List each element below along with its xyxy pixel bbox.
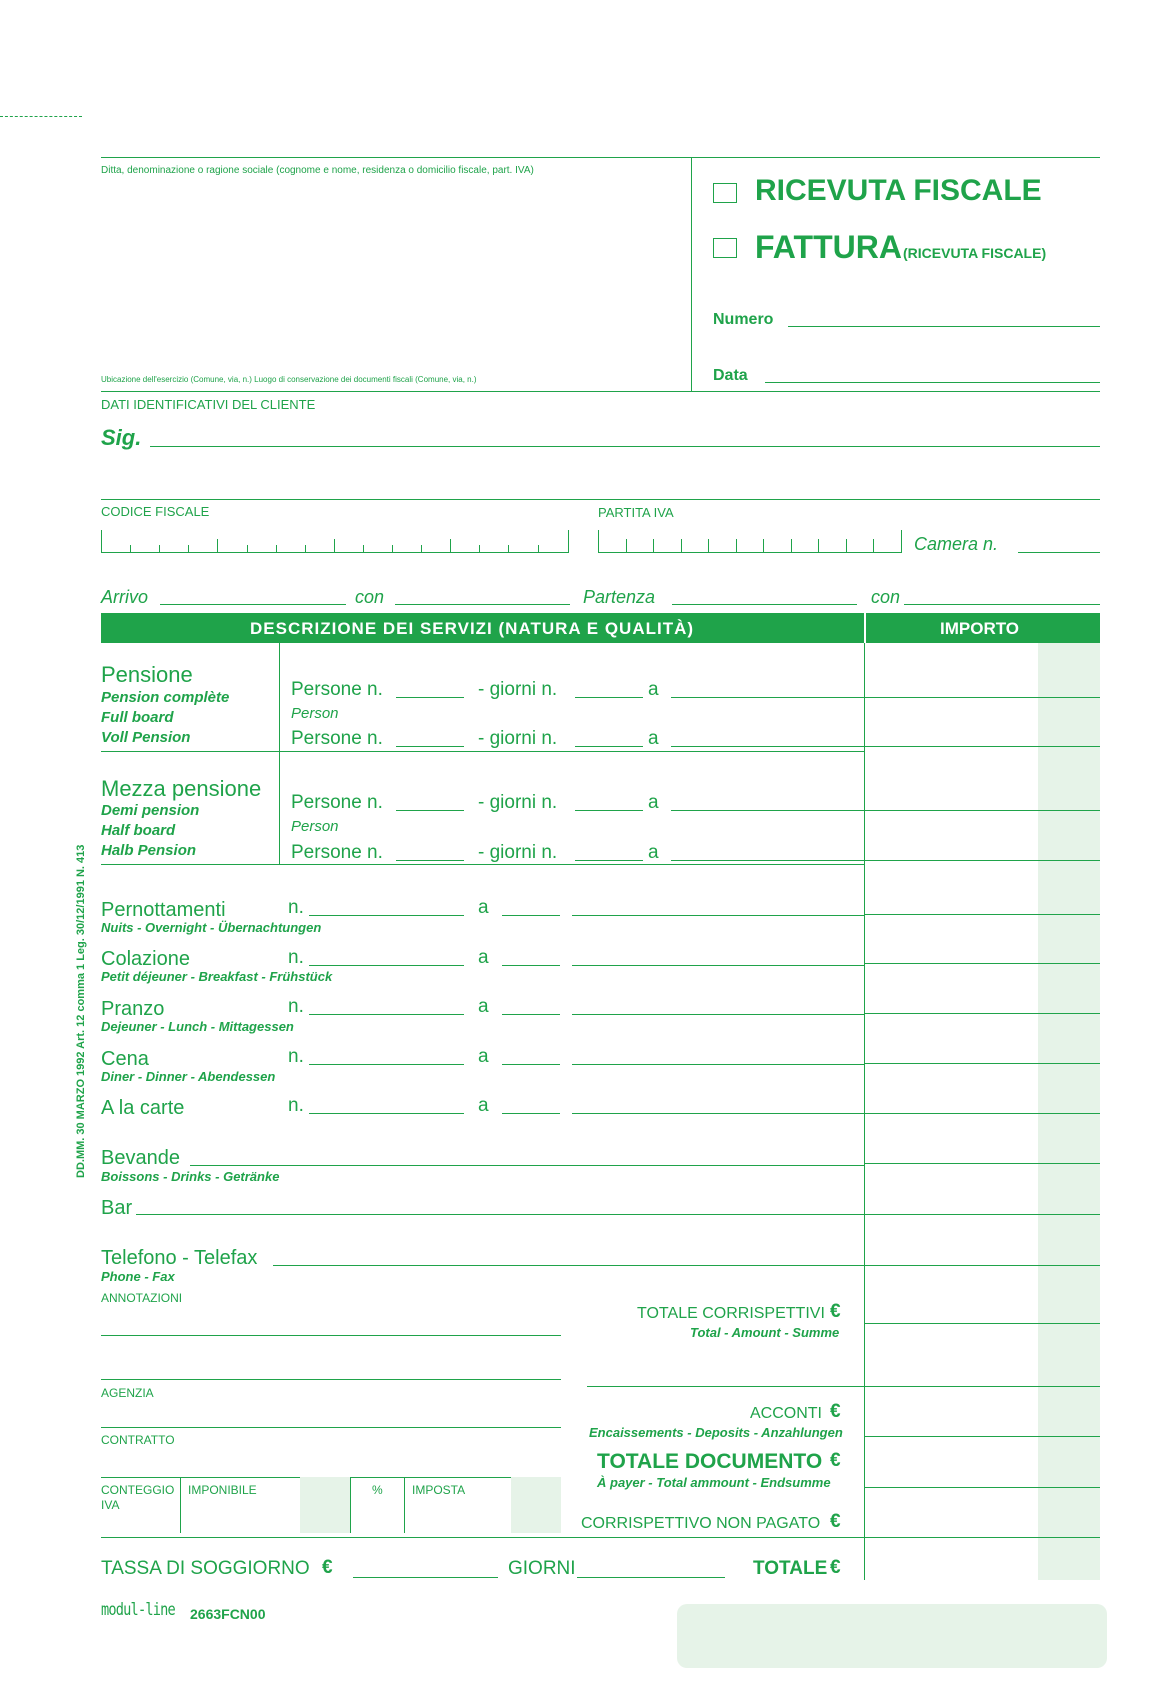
- importo-row-line[interactable]: [864, 1537, 1100, 1538]
- codice-fiscale-tick: [188, 545, 189, 553]
- importo-row-line[interactable]: [864, 1323, 1100, 1324]
- a-field-3[interactable]: [671, 810, 864, 811]
- giorni-field-3[interactable]: [575, 810, 643, 811]
- tassa-field[interactable]: [353, 1577, 498, 1578]
- meal-n-label: n.: [288, 1095, 304, 1116]
- meal-n-label: n.: [288, 897, 304, 918]
- a-label-2: a: [648, 728, 659, 749]
- importo-row-line[interactable]: [864, 810, 1100, 811]
- header-bottom-line: [101, 391, 1100, 392]
- importo-row-line[interactable]: [864, 860, 1100, 861]
- meal-a-field[interactable]: [502, 1014, 560, 1015]
- mezza-title: Mezza pensione: [101, 776, 262, 801]
- cliente-divider: [101, 499, 1100, 500]
- importo-row-line[interactable]: [864, 1163, 1100, 1164]
- euro-sign-5: €: [322, 1557, 333, 1578]
- ricevuta-title: RICEVUTA FISCALE: [755, 174, 1042, 207]
- partita-iva-tick: [818, 539, 819, 553]
- conteggio-col-3: [404, 1477, 405, 1533]
- importo-row-line[interactable]: [864, 1214, 1100, 1215]
- colazione-sub: Petit déjeuner - Breakfast - Frühstück: [101, 969, 333, 984]
- importo-shade-column: [1038, 643, 1100, 1580]
- conteggio-col-2: [350, 1477, 351, 1533]
- pensione-divider: [279, 643, 280, 864]
- header-divider: [691, 157, 692, 391]
- cliente-title: DATI IDENTIFICATIVI DEL CLIENTE: [101, 397, 316, 412]
- a-label-4: a: [648, 842, 659, 863]
- codice-fiscale-tick: [130, 545, 131, 553]
- persone-field-3[interactable]: [396, 810, 464, 811]
- meal-a-label: a: [478, 947, 489, 968]
- totale-corrispettivi-label: TOTALE CORRISPETTIVI: [637, 1305, 825, 1322]
- giorni-label-4: - giorni n.: [478, 842, 558, 863]
- partita-iva-label: PARTITA IVA: [598, 505, 674, 520]
- importo-row-line[interactable]: [864, 963, 1100, 964]
- meal-a-label: a: [478, 897, 489, 918]
- meal-n-field[interactable]: [309, 1113, 464, 1114]
- persone-label-2: Persone n.: [291, 728, 383, 749]
- codice-fiscale-tick: [334, 539, 335, 553]
- sig-label: Sig.: [101, 425, 142, 450]
- codice-fiscale-field[interactable]: [101, 530, 569, 553]
- pensione-bottom-line: [101, 751, 864, 752]
- meal-a-field[interactable]: [502, 915, 560, 916]
- partita-iva-tick: [873, 539, 874, 553]
- cena-title: Cena: [101, 1048, 149, 1070]
- totale-label: TOTALE: [753, 1558, 828, 1579]
- iva-label: IVA: [101, 1498, 120, 1512]
- partita-iva-tick: [626, 539, 627, 553]
- agenzia-label: AGENZIA: [101, 1386, 154, 1400]
- partita-iva-tick: [763, 539, 764, 553]
- a-field-4[interactable]: [671, 860, 864, 861]
- non-pagato-label: CORRISPETTIVO NON PAGATO: [581, 1515, 821, 1532]
- bevande-field[interactable]: [190, 1165, 864, 1166]
- importo-row-line[interactable]: [864, 746, 1100, 747]
- a-field-1[interactable]: [671, 697, 864, 698]
- pensione-line-1: Pension complète: [101, 689, 230, 706]
- mezza-line-1: Demi pension: [101, 802, 200, 819]
- totale-corrispettivi-line: [587, 1386, 864, 1387]
- persone-label-3: Persone n.: [291, 792, 383, 813]
- colazione-title: Colazione: [101, 948, 190, 970]
- meal-n-field[interactable]: [309, 1064, 464, 1065]
- importo-row-line[interactable]: [864, 1265, 1100, 1266]
- meal-a-label: a: [478, 1046, 489, 1067]
- partita-iva-tick: [736, 539, 737, 553]
- meal-a-field[interactable]: [502, 1064, 560, 1065]
- giorni-footer-label: GIORNI: [508, 1558, 576, 1579]
- con-field-2[interactable]: [904, 604, 1100, 605]
- giorni-field-2[interactable]: [575, 746, 643, 747]
- pensione-line-3: Voll Pension: [101, 729, 191, 746]
- meal-a-field[interactable]: [502, 965, 560, 966]
- annotazioni-field-1[interactable]: [101, 1335, 561, 1336]
- conteggio-col-1: [180, 1477, 181, 1533]
- ditta-label: Ditta, denominazione o ragione sociale (cognome e nome, residenza o domicilio fiscale, part. IVA): [101, 165, 534, 176]
- partenza-label: Partenza: [583, 587, 656, 607]
- meal-n-field[interactable]: [309, 965, 464, 966]
- codice-fiscale-tick: [217, 539, 218, 553]
- fattura-checkbox[interactable]: [713, 238, 737, 258]
- header-top-line: [101, 157, 1100, 158]
- contratto-label: CONTRATTO: [101, 1433, 175, 1447]
- con-field-1[interactable]: [395, 604, 570, 605]
- camera-label: Camera n.: [914, 534, 999, 554]
- importo-row-line[interactable]: [864, 1386, 1100, 1387]
- meal-n-field[interactable]: [309, 1014, 464, 1015]
- numero-field[interactable]: [788, 326, 1100, 327]
- totale-documento-label: TOTALE DOCUMENTO: [597, 1450, 823, 1473]
- partita-iva-field[interactable]: [598, 530, 902, 553]
- bar-label: Bar: [101, 1197, 133, 1219]
- imposta-label: IMPOSTA: [412, 1483, 466, 1497]
- giorni-label-3: - giorni n.: [478, 792, 558, 813]
- codice-fiscale-tick: [479, 545, 480, 553]
- codice-fiscale-label: CODICE FISCALE: [101, 504, 210, 519]
- importo-row-line[interactable]: [864, 697, 1100, 698]
- bevande-title: Bevande: [101, 1147, 180, 1169]
- camera-field[interactable]: [1018, 552, 1100, 553]
- meal-n-label: n.: [288, 947, 304, 968]
- percent-label: %: [372, 1483, 383, 1497]
- partita-iva-tick: [681, 539, 682, 553]
- giorni-field-4[interactable]: [575, 860, 643, 861]
- codice-fiscale-tick: [276, 545, 277, 553]
- annotazioni-label: ANNOTAZIONI: [101, 1291, 183, 1305]
- pensione-title: Pensione: [101, 662, 193, 687]
- meal-amount-field[interactable]: [572, 1014, 864, 1015]
- euro-sign-2: €: [830, 1401, 841, 1422]
- partita-iva-tick: [653, 539, 654, 553]
- annotazioni-field-2[interactable]: [101, 1379, 561, 1380]
- legal-reference: DD.MM. 30 MARZO 1992 Art. 12 comma 1 Leg. 30/12/1991 N. 413: [75, 844, 87, 1178]
- a-label-3: a: [648, 792, 659, 813]
- codice-fiscale-tick: [421, 545, 422, 553]
- acconti-sub: Encaissements - Deposits - Anzahlungen: [589, 1425, 843, 1440]
- meal-n-label: n.: [288, 996, 304, 1017]
- agenzia-field[interactable]: [101, 1427, 561, 1428]
- alacarte-title: A la carte: [101, 1097, 185, 1119]
- persone-label-1: Persone n.: [291, 679, 383, 700]
- fattura-subtitle: (RICEVUTA FISCALE): [903, 245, 1047, 261]
- imposta-shade: [511, 1477, 561, 1533]
- giorni-footer-field[interactable]: [577, 1577, 725, 1578]
- brand-logo: modul-line: [101, 1600, 175, 1620]
- importo-row-line[interactable]: [864, 1013, 1100, 1014]
- partita-iva-tick: [708, 539, 709, 553]
- partita-iva-tick: [846, 539, 847, 553]
- persone-field-1[interactable]: [396, 697, 464, 698]
- meal-amount-field[interactable]: [572, 1113, 864, 1114]
- cut-mark: [0, 116, 82, 117]
- arrivo-label: Arrivo: [101, 587, 149, 607]
- codice-fiscale-tick: [450, 539, 451, 553]
- persone-field-2[interactable]: [396, 746, 464, 747]
- pernottamenti-sub: Nuits - Overnight - Übernachtungen: [101, 920, 322, 935]
- desc-header: DESCRIZIONE DEI SERVIZI (NATURA E QUALITÀ): [250, 619, 695, 638]
- a-label-1: a: [648, 679, 659, 700]
- telefono-field[interactable]: [273, 1265, 864, 1266]
- euro-sign-6: €: [830, 1557, 841, 1578]
- fattura-title: FATTURA: [755, 229, 902, 265]
- data-label: Data: [713, 367, 748, 384]
- mezza-line-3: Halb Pension: [101, 842, 197, 859]
- mezza-bottom-line: [101, 864, 864, 865]
- codice-fiscale-tick: [305, 545, 306, 553]
- codice-fiscale-tick: [363, 545, 364, 553]
- pernottamenti-title: Pernottamenti: [101, 899, 226, 921]
- meal-a-label: a: [478, 996, 489, 1017]
- sig-field[interactable]: [150, 446, 1100, 447]
- numero-label: Numero: [713, 311, 774, 328]
- persone-field-4[interactable]: [396, 860, 464, 861]
- bar-field[interactable]: [136, 1214, 864, 1215]
- persone-label-4: Persone n.: [291, 842, 383, 863]
- pensione-line-2: Full board: [101, 709, 174, 726]
- totale-documento-sub: À payer - Total ammount - Endsumme: [597, 1475, 831, 1490]
- data-field[interactable]: [765, 382, 1100, 383]
- pranzo-title: Pranzo: [101, 998, 165, 1020]
- importo-row-line[interactable]: [864, 1113, 1100, 1114]
- codice-fiscale-tick: [392, 545, 393, 553]
- importo-header: IMPORTO: [940, 619, 1020, 638]
- ubicazione-label: Ubicazione dell'esercizio (Comune, via, n.) Luogo di conservazione dei documenti fiscali (Comune, via, n.): [101, 375, 477, 384]
- con-label-1: con: [355, 587, 385, 607]
- importo-row-line[interactable]: [864, 1487, 1100, 1488]
- tassa-label: TASSA DI SOGGIORNO: [101, 1558, 310, 1579]
- imponibile-shade: [300, 1477, 350, 1533]
- bevande-sub: Boissons - Drinks - Getränke: [101, 1169, 280, 1184]
- con-label-2: con: [871, 587, 901, 607]
- totale-corrispettivi-sub: Total - Amount - Summe: [690, 1325, 840, 1340]
- person-label-2: Person: [291, 818, 339, 835]
- importo-row-line[interactable]: [864, 914, 1100, 915]
- giorni-label-1: - giorni n.: [478, 679, 558, 700]
- partenza-field[interactable]: [672, 604, 857, 605]
- meal-amount-field[interactable]: [572, 915, 864, 916]
- pranzo-sub: Dejeuner - Lunch - Mittagessen: [101, 1019, 294, 1034]
- importo-row-line[interactable]: [864, 1063, 1100, 1064]
- euro-sign-1: €: [830, 1301, 841, 1322]
- arrivo-field[interactable]: [160, 604, 346, 605]
- euro-sign-3: €: [830, 1450, 841, 1471]
- importo-row-line[interactable]: [864, 1436, 1100, 1437]
- ricevuta-checkbox[interactable]: [713, 183, 737, 203]
- telefono-title: Telefono - Telefax: [101, 1247, 258, 1269]
- meal-amount-field[interactable]: [572, 1064, 864, 1065]
- giorni-field-1[interactable]: [575, 697, 643, 698]
- codice-fiscale-tick: [247, 545, 248, 553]
- conteggio-label: CONTEGGIO: [101, 1483, 175, 1497]
- meal-n-field[interactable]: [309, 915, 464, 916]
- telefono-sub: Phone - Fax: [101, 1269, 175, 1284]
- codice-fiscale-tick: [538, 545, 539, 553]
- acconti-label: ACCONTI: [750, 1405, 822, 1422]
- tassa-top-line: [101, 1537, 864, 1538]
- table-header-divider: [864, 613, 866, 643]
- meal-a-field[interactable]: [502, 1113, 560, 1114]
- giorni-label-2: - giorni n.: [478, 728, 558, 749]
- mezza-line-2: Half board: [101, 822, 176, 839]
- a-field-2[interactable]: [671, 746, 864, 747]
- imponibile-label: IMPONIBILE: [188, 1483, 257, 1497]
- codice-fiscale-tick: [159, 545, 160, 553]
- cena-sub: Diner - Dinner - Abendessen: [101, 1069, 276, 1084]
- partita-iva-tick: [791, 539, 792, 553]
- importo-left-border: [864, 643, 865, 1580]
- form-code: 2663FCN00: [190, 1606, 266, 1622]
- meal-a-label: a: [478, 1095, 489, 1116]
- meal-amount-field[interactable]: [572, 965, 864, 966]
- stamp-box: [677, 1604, 1107, 1668]
- meal-n-label: n.: [288, 1046, 304, 1067]
- euro-sign-4: €: [830, 1511, 841, 1532]
- person-label-1: Person: [291, 705, 339, 722]
- codice-fiscale-tick: [508, 545, 509, 553]
